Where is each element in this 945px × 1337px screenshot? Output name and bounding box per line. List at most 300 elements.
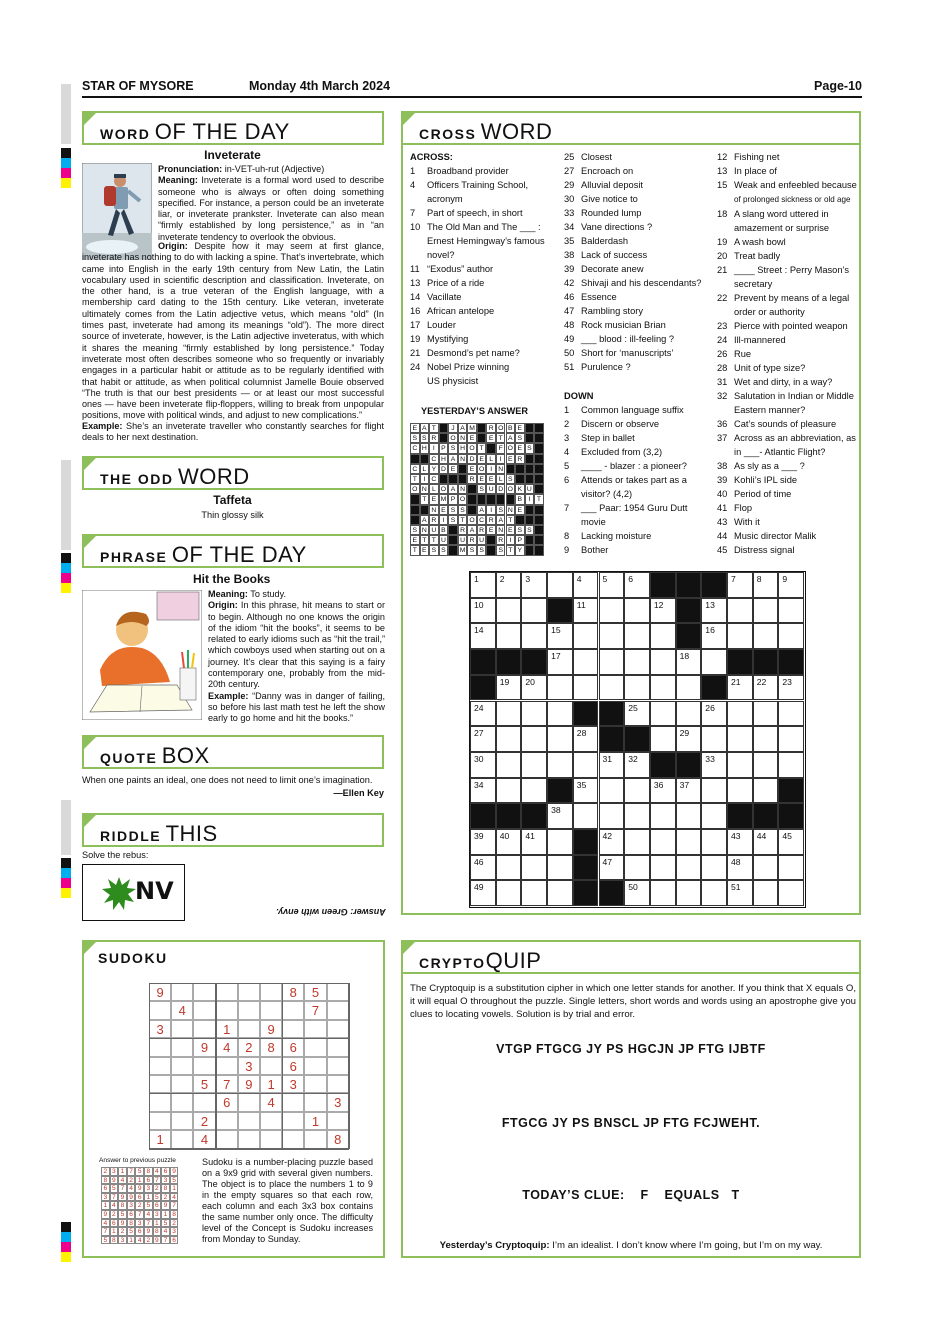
sudoku-cell[interactable] xyxy=(327,1057,349,1075)
crossword-cell[interactable] xyxy=(599,855,625,881)
sudoku-cell[interactable] xyxy=(282,1112,304,1130)
sudoku-prev-cell: 2 xyxy=(144,1236,153,1245)
clue-text: Officers Training School, xyxy=(427,180,529,190)
sudoku-cell[interactable] xyxy=(238,1020,260,1038)
sudoku-cell[interactable] xyxy=(171,1038,193,1056)
clue-number: 32 xyxy=(717,391,728,401)
clue-number: 30 xyxy=(564,194,575,204)
sudoku-cell[interactable] xyxy=(193,983,215,1001)
crossword-cell[interactable] xyxy=(496,880,522,906)
sudoku-cell[interactable] xyxy=(149,1038,171,1056)
sudoku-cell[interactable] xyxy=(327,1112,349,1130)
crossword-cell[interactable] xyxy=(599,649,625,675)
sudoku-cell[interactable] xyxy=(171,1057,193,1075)
clue-number: 19 xyxy=(410,334,421,344)
sudoku-cell[interactable]: 5 xyxy=(304,983,326,1001)
sudoku-prev-cell: 9 xyxy=(170,1167,179,1176)
sudoku-cell[interactable]: 4 xyxy=(260,1093,282,1111)
clue-item xyxy=(717,375,861,389)
sudoku-cell[interactable] xyxy=(216,983,238,1001)
crossword-cell-number: 3 xyxy=(525,574,531,584)
sudoku-cell[interactable]: 9 xyxy=(149,983,171,1001)
sudoku-cell[interactable]: 8 xyxy=(260,1038,282,1056)
crossword-cell[interactable] xyxy=(624,598,650,624)
crossword-cell[interactable] xyxy=(496,701,522,727)
sudoku-cell[interactable]: 4 xyxy=(216,1038,238,1056)
sudoku-cell[interactable] xyxy=(171,1093,193,1111)
sudoku-cell[interactable]: 6 xyxy=(216,1093,238,1111)
sudoku-cell[interactable] xyxy=(260,1112,282,1130)
crossword-cell[interactable] xyxy=(701,829,727,855)
sudoku-cell[interactable]: 3 xyxy=(282,1075,304,1093)
clue-item xyxy=(717,515,861,529)
crossword-cell[interactable] xyxy=(470,829,496,855)
crossword-cell[interactable] xyxy=(496,726,522,752)
crossword-cell[interactable] xyxy=(701,880,727,906)
crossword-cell[interactable] xyxy=(547,726,573,752)
sudoku-cell[interactable]: 7 xyxy=(216,1075,238,1093)
sudoku-cell[interactable]: 3 xyxy=(238,1057,260,1075)
crossword-cell[interactable] xyxy=(496,572,522,598)
sudoku-cell[interactable]: 3 xyxy=(327,1093,349,1111)
crossword-cell[interactable] xyxy=(676,701,702,727)
crossword-cell[interactable] xyxy=(727,829,753,855)
sudoku-cell[interactable] xyxy=(260,983,282,1001)
sudoku-cell[interactable]: 2 xyxy=(238,1038,260,1056)
crossword-cell[interactable] xyxy=(624,675,650,701)
crossword-cell[interactable] xyxy=(676,778,702,804)
yesterday-cell: H xyxy=(439,454,449,464)
crossword-cell[interactable] xyxy=(573,598,599,624)
crossword-cell[interactable] xyxy=(727,880,753,906)
sudoku-prev-cell: 5 xyxy=(101,1236,110,1245)
clue-number: 36 xyxy=(717,419,728,429)
section-title-big: BOX xyxy=(161,743,210,768)
crossword-cell[interactable] xyxy=(496,855,522,881)
sudoku-cell[interactable]: 5 xyxy=(193,1075,215,1093)
crossword-cell-number: 12 xyxy=(653,599,664,610)
sudoku-grid[interactable] xyxy=(149,983,349,1149)
crossword-cell[interactable] xyxy=(701,598,727,624)
sudoku-cell[interactable] xyxy=(193,1020,215,1038)
yesterday-cell: K xyxy=(515,484,525,494)
sudoku-cell[interactable] xyxy=(171,1075,193,1093)
sudoku-prev-cell: 5 xyxy=(127,1227,136,1236)
sudoku-cell[interactable] xyxy=(282,1001,304,1019)
yesterday-cell: B xyxy=(506,423,516,433)
crossword-cell[interactable] xyxy=(701,778,727,804)
clue-item xyxy=(410,164,545,178)
sudoku-cell[interactable]: 7 xyxy=(304,1001,326,1019)
crossword-cell[interactable] xyxy=(547,623,573,649)
crossword-cell[interactable] xyxy=(496,623,522,649)
crossword-cell[interactable] xyxy=(727,778,753,804)
yesterday-cell: S xyxy=(496,505,506,515)
crossword-cell[interactable] xyxy=(753,778,779,804)
sudoku-cell[interactable] xyxy=(327,1001,349,1019)
sudoku-cell[interactable] xyxy=(238,983,260,1001)
crossword-cell[interactable] xyxy=(547,880,573,906)
crossword-cell[interactable] xyxy=(727,598,753,624)
crossword-cell[interactable] xyxy=(778,675,804,701)
crossword-cell[interactable] xyxy=(599,623,625,649)
crossword-cell[interactable] xyxy=(470,855,496,881)
crossword-cell[interactable] xyxy=(547,649,573,675)
crossword-cell[interactable] xyxy=(778,726,804,752)
crossword-cell[interactable] xyxy=(727,623,753,649)
crossword-cell[interactable] xyxy=(624,623,650,649)
sudoku-cell[interactable] xyxy=(260,1130,282,1148)
sudoku-prev-cell: 5 xyxy=(110,1184,119,1193)
crossword-cell[interactable] xyxy=(624,855,650,881)
sudoku-cell[interactable] xyxy=(216,1130,238,1148)
crossword-cell[interactable] xyxy=(650,726,676,752)
crossword-cell[interactable] xyxy=(650,829,676,855)
sudoku-prev-cell: 3 xyxy=(170,1227,179,1236)
crossword-cell-number: 51 xyxy=(731,882,741,893)
crossword-cell[interactable] xyxy=(624,572,650,598)
sudoku-cell[interactable] xyxy=(327,1075,349,1093)
crossword-block xyxy=(676,598,702,624)
sudoku-cell[interactable] xyxy=(304,1020,326,1038)
crossword-block xyxy=(573,855,599,881)
crossword-cell[interactable] xyxy=(573,623,599,649)
crossword-cell[interactable] xyxy=(573,726,599,752)
crossword-cell[interactable] xyxy=(676,855,702,881)
crossword-cell[interactable] xyxy=(650,803,676,829)
sudoku-cell[interactable]: 1 xyxy=(260,1075,282,1093)
crossword-cell[interactable] xyxy=(547,803,573,829)
crossword-cell[interactable] xyxy=(753,598,779,624)
crossword-cell[interactable] xyxy=(753,726,779,752)
print-color-mark xyxy=(61,1222,71,1262)
crossword-cell[interactable] xyxy=(753,701,779,727)
yesterday-cell: L xyxy=(496,474,506,484)
clue-text: Across as an abbreviation, as xyxy=(734,433,856,443)
sudoku-cell[interactable]: 1 xyxy=(304,1112,326,1130)
crossword-cell[interactable] xyxy=(599,675,625,701)
sudoku-cell[interactable]: 2 xyxy=(193,1112,215,1130)
crossword-cell[interactable] xyxy=(701,623,727,649)
sudoku-cell[interactable]: 4 xyxy=(193,1130,215,1148)
crossword-cell[interactable] xyxy=(753,829,779,855)
sudoku-cell[interactable] xyxy=(304,1093,326,1111)
clue-item xyxy=(717,487,861,501)
sudoku-cell[interactable] xyxy=(327,1038,349,1056)
sudoku-cell[interactable] xyxy=(216,1112,238,1130)
crossword-cell[interactable] xyxy=(496,675,522,701)
yesterday-cell: R xyxy=(486,515,496,525)
crossword-cell-number: 33 xyxy=(705,753,715,764)
crossword-cell[interactable] xyxy=(650,598,676,624)
crossword-cell[interactable] xyxy=(701,803,727,829)
sudoku-cell[interactable]: 8 xyxy=(327,1130,349,1148)
clue-text: Ill-mannered xyxy=(734,335,786,345)
sudoku-cell[interactable] xyxy=(238,1093,260,1111)
clue-item xyxy=(717,417,861,431)
sudoku-cell[interactable] xyxy=(238,1112,260,1130)
crossword-cell[interactable] xyxy=(727,855,753,881)
crossword-cell-number: 19 xyxy=(499,676,510,687)
sudoku-cell[interactable]: 4 xyxy=(171,1001,193,1019)
yesterday-cell xyxy=(515,474,525,484)
sudoku-prev-cell: 8 xyxy=(144,1167,153,1176)
crossword-cell[interactable] xyxy=(624,803,650,829)
sudoku-prev-cell: 2 xyxy=(161,1193,170,1202)
crossword-cell[interactable] xyxy=(650,778,676,804)
crossword-cell[interactable] xyxy=(521,880,547,906)
crossword-cell[interactable] xyxy=(778,623,804,649)
crossword-cell[interactable] xyxy=(470,572,496,598)
yesterday-cell xyxy=(525,545,535,555)
crossword-cell[interactable] xyxy=(573,752,599,778)
crossword-cell[interactable] xyxy=(753,855,779,881)
yesterday-cell: R xyxy=(429,515,439,525)
sudoku-cell[interactable] xyxy=(193,1057,215,1075)
crossword-cell[interactable] xyxy=(676,829,702,855)
crossword-cell-number: 26 xyxy=(705,702,715,713)
yesterday-cell: S xyxy=(525,525,535,535)
crossword-cell[interactable] xyxy=(650,623,676,649)
crossword-cell[interactable] xyxy=(521,623,547,649)
yesterday-cell: I xyxy=(496,454,506,464)
crossword-cell[interactable] xyxy=(599,803,625,829)
crossword-cell[interactable] xyxy=(470,701,496,727)
sudoku-prev-cell: 7 xyxy=(118,1184,127,1193)
sudoku-cell[interactable] xyxy=(171,1130,193,1148)
sudoku-cell[interactable]: 6 xyxy=(282,1038,304,1056)
crossword-cell[interactable] xyxy=(470,752,496,778)
sudoku-prev-cell: 8 xyxy=(127,1219,136,1228)
crossword-cell[interactable] xyxy=(573,803,599,829)
crossword-cell[interactable] xyxy=(650,675,676,701)
crossword-cell[interactable] xyxy=(778,829,804,855)
crossword-cell[interactable] xyxy=(753,752,779,778)
print-mark-grey xyxy=(61,84,71,144)
crossword-cell[interactable] xyxy=(599,829,625,855)
sudoku-prev-cell: 9 xyxy=(118,1193,127,1202)
crossword-cell[interactable] xyxy=(547,855,573,881)
sudoku-cell[interactable] xyxy=(149,1112,171,1130)
yesterday-cell xyxy=(420,505,430,515)
sudoku-cell[interactable] xyxy=(171,1020,193,1038)
crossword-cell-number: 28 xyxy=(576,728,587,739)
crossword-cell[interactable] xyxy=(547,752,573,778)
crossword-cell[interactable] xyxy=(753,623,779,649)
sudoku-cell[interactable] xyxy=(171,1112,193,1130)
yesterday-cell: O xyxy=(439,484,449,494)
crossword-cell[interactable] xyxy=(573,778,599,804)
clue-text: A wash bowl xyxy=(734,237,786,247)
crossword-cell[interactable] xyxy=(624,701,650,727)
crossword-cell[interactable] xyxy=(573,649,599,675)
clue-item xyxy=(564,220,701,234)
crossword-cell[interactable] xyxy=(470,880,496,906)
crossword-cell[interactable] xyxy=(778,880,804,906)
crossword-cell[interactable] xyxy=(470,623,496,649)
sudoku-cell[interactable] xyxy=(171,983,193,1001)
sudoku-cell[interactable] xyxy=(282,1130,304,1148)
clue-item xyxy=(717,164,861,178)
word-of-day-origin: Origin: Despite how it may seem at first glance, inveterate has nothing to do with lacking a spine. That’s invertebrate, which came into English in the early 19th century from New Latin, the Latin vocabulary used in scientific description and classification. Inveterate, on the other hand, is a true veteran of the English language, with a membership card dating to the 15th century. Like veteran, inveterate ultimately comes from the Latin adjective vetus, which means “old” (In times past, inveterate had among its meanings “old”). The more direct source of inveterate, however, is the Latin adjective inveteratus, with which it shares the meaning “firmly established by long persistence.” Today inveterate most often describes someone who so frequently or invariably engages in a particular habit or attitude as to be regularly identified with that habit or attitude, as when political columnist Jamelle Bouie observed “The truth is that our best presidents — or at least our most successful ones — have been inveterate flip-floppers, willing to break from unpopular positions, move with political winds, and adjust to new complications.” xyxy=(82,241,384,421)
crossword-cell[interactable] xyxy=(701,726,727,752)
crossword-cell[interactable] xyxy=(521,701,547,727)
crossword-cell[interactable] xyxy=(676,675,702,701)
clue-text: Rock musician Brian xyxy=(581,320,666,330)
crossword-cell[interactable] xyxy=(521,598,547,624)
sudoku-cell[interactable] xyxy=(260,1001,282,1019)
crossword-cell[interactable] xyxy=(496,778,522,804)
crossword-cell[interactable] xyxy=(650,701,676,727)
crossword-cell[interactable] xyxy=(727,752,753,778)
sudoku-cell[interactable] xyxy=(238,1001,260,1019)
clue-text: “Exodus” author xyxy=(427,264,494,274)
crossword-cell[interactable] xyxy=(701,752,727,778)
sudoku-cell[interactable] xyxy=(282,1020,304,1038)
crossword-cell[interactable] xyxy=(599,598,625,624)
crossword-cell[interactable] xyxy=(521,726,547,752)
sudoku-cell[interactable] xyxy=(193,1001,215,1019)
crossword-block xyxy=(727,649,753,675)
sudoku-cell[interactable] xyxy=(304,1057,326,1075)
crossword-cell[interactable] xyxy=(470,726,496,752)
clue-item xyxy=(717,305,861,319)
sudoku-cell[interactable] xyxy=(304,1038,326,1056)
sudoku-cell[interactable] xyxy=(193,1093,215,1111)
sudoku-cell[interactable] xyxy=(282,1093,304,1111)
issue-date: Monday 4th March 2024 xyxy=(249,79,391,93)
sudoku-box-line xyxy=(149,1148,349,1150)
crossword-cell[interactable] xyxy=(547,572,573,598)
sudoku-cell[interactable] xyxy=(304,1130,326,1148)
crossword-grid[interactable] xyxy=(469,571,806,908)
sudoku-cell[interactable]: 9 xyxy=(193,1038,215,1056)
header-rule xyxy=(82,96,862,98)
crossword-cell[interactable] xyxy=(573,572,599,598)
crossword-cell[interactable] xyxy=(676,726,702,752)
crossword-cell[interactable] xyxy=(573,675,599,701)
sudoku-cell[interactable] xyxy=(149,1057,171,1075)
crossword-cell[interactable] xyxy=(624,752,650,778)
across-label: ACROSS: xyxy=(410,152,453,162)
sudoku-cell[interactable] xyxy=(327,983,349,1001)
clue-text: Attends or takes part as a xyxy=(581,475,687,485)
yesterday-cell: U xyxy=(477,535,487,545)
crossword-cell[interactable] xyxy=(496,598,522,624)
crossword-cell[interactable] xyxy=(547,675,573,701)
sudoku-cell[interactable]: 1 xyxy=(149,1130,171,1148)
crossword-cell[interactable] xyxy=(496,752,522,778)
crossword-cell[interactable] xyxy=(778,701,804,727)
crossword-cell[interactable] xyxy=(778,598,804,624)
crossword-cell[interactable] xyxy=(521,572,547,598)
crossword-cell[interactable] xyxy=(547,829,573,855)
crossword-cell[interactable] xyxy=(650,880,676,906)
sudoku-cell[interactable] xyxy=(260,1057,282,1075)
sudoku-cell[interactable] xyxy=(238,1130,260,1148)
sudoku-cell[interactable] xyxy=(304,1075,326,1093)
sudoku-cell[interactable]: 1 xyxy=(216,1020,238,1038)
crossword-cell[interactable] xyxy=(521,778,547,804)
crossword-cell[interactable] xyxy=(599,572,625,598)
sudoku-cell[interactable] xyxy=(149,1075,171,1093)
crossword-cell[interactable] xyxy=(521,829,547,855)
crossword-cell[interactable] xyxy=(521,675,547,701)
crossword-cell[interactable] xyxy=(753,880,779,906)
sudoku-prev-cell: 3 xyxy=(101,1193,110,1202)
crossword-cell[interactable] xyxy=(753,675,779,701)
crossword-cell[interactable] xyxy=(701,701,727,727)
crossword-cell[interactable] xyxy=(624,829,650,855)
sudoku-prev-cell: 2 xyxy=(101,1167,110,1176)
crossword-cell[interactable] xyxy=(753,572,779,598)
sudoku-cell[interactable]: 3 xyxy=(149,1020,171,1038)
sudoku-prev-cell: 2 xyxy=(170,1219,179,1228)
sudoku-box-line xyxy=(149,1093,349,1095)
clue-item xyxy=(410,220,545,234)
crossword-cell[interactable] xyxy=(727,701,753,727)
yesterday-cell: T xyxy=(410,474,420,484)
crossword-cell[interactable] xyxy=(624,880,650,906)
clue-number: 35 xyxy=(564,236,575,246)
sudoku-cell[interactable] xyxy=(149,1001,171,1019)
yesterday-cell xyxy=(448,474,458,484)
crossword-cell[interactable] xyxy=(650,855,676,881)
crossword-cell[interactable] xyxy=(676,649,702,675)
crossword-cell[interactable] xyxy=(624,649,650,675)
crossword-cell[interactable] xyxy=(547,701,573,727)
yesterday-cell xyxy=(410,494,420,504)
clue-text: Rue xyxy=(734,349,752,359)
phrase-meaning: To study. xyxy=(250,589,287,599)
crossword-cell[interactable] xyxy=(496,829,522,855)
crossword-cell[interactable] xyxy=(470,598,496,624)
crossword-cell[interactable] xyxy=(521,752,547,778)
sudoku-cell[interactable] xyxy=(216,1001,238,1019)
crossword-cell[interactable] xyxy=(599,752,625,778)
crossword-cell-number: 4 xyxy=(576,574,582,584)
crossword-cell[interactable] xyxy=(676,803,702,829)
crossword-cell[interactable] xyxy=(778,752,804,778)
crossword-cell[interactable] xyxy=(521,855,547,881)
crossword-cell[interactable] xyxy=(599,778,625,804)
crossword-cell[interactable] xyxy=(650,649,676,675)
yesterday-cell: E xyxy=(448,464,458,474)
crossword-cell[interactable] xyxy=(470,778,496,804)
sudoku-cell[interactable]: 9 xyxy=(238,1075,260,1093)
crossword-cell[interactable] xyxy=(676,880,702,906)
yesterday-cell xyxy=(525,433,535,443)
crossword-cell[interactable] xyxy=(701,649,727,675)
sudoku-cell[interactable]: 8 xyxy=(282,983,304,1001)
yesterday-cell: U xyxy=(525,484,535,494)
crossword-cell[interactable] xyxy=(624,778,650,804)
sudoku-cell[interactable]: 9 xyxy=(260,1020,282,1038)
yesterday-cell: E xyxy=(477,454,487,464)
crossword-cell[interactable] xyxy=(727,675,753,701)
sudoku-cell[interactable]: 6 xyxy=(282,1057,304,1075)
crossword-cell[interactable] xyxy=(778,855,804,881)
crossword-cell[interactable] xyxy=(727,572,753,598)
crossword-cell[interactable] xyxy=(778,572,804,598)
crossword-cell[interactable] xyxy=(701,855,727,881)
sudoku-prev-cell: 6 xyxy=(153,1201,162,1210)
clue-item xyxy=(717,389,861,403)
sudoku-cell[interactable] xyxy=(216,1057,238,1075)
sudoku-cell[interactable] xyxy=(149,1093,171,1111)
crossword-cell[interactable] xyxy=(727,726,753,752)
sudoku-cell[interactable] xyxy=(327,1020,349,1038)
